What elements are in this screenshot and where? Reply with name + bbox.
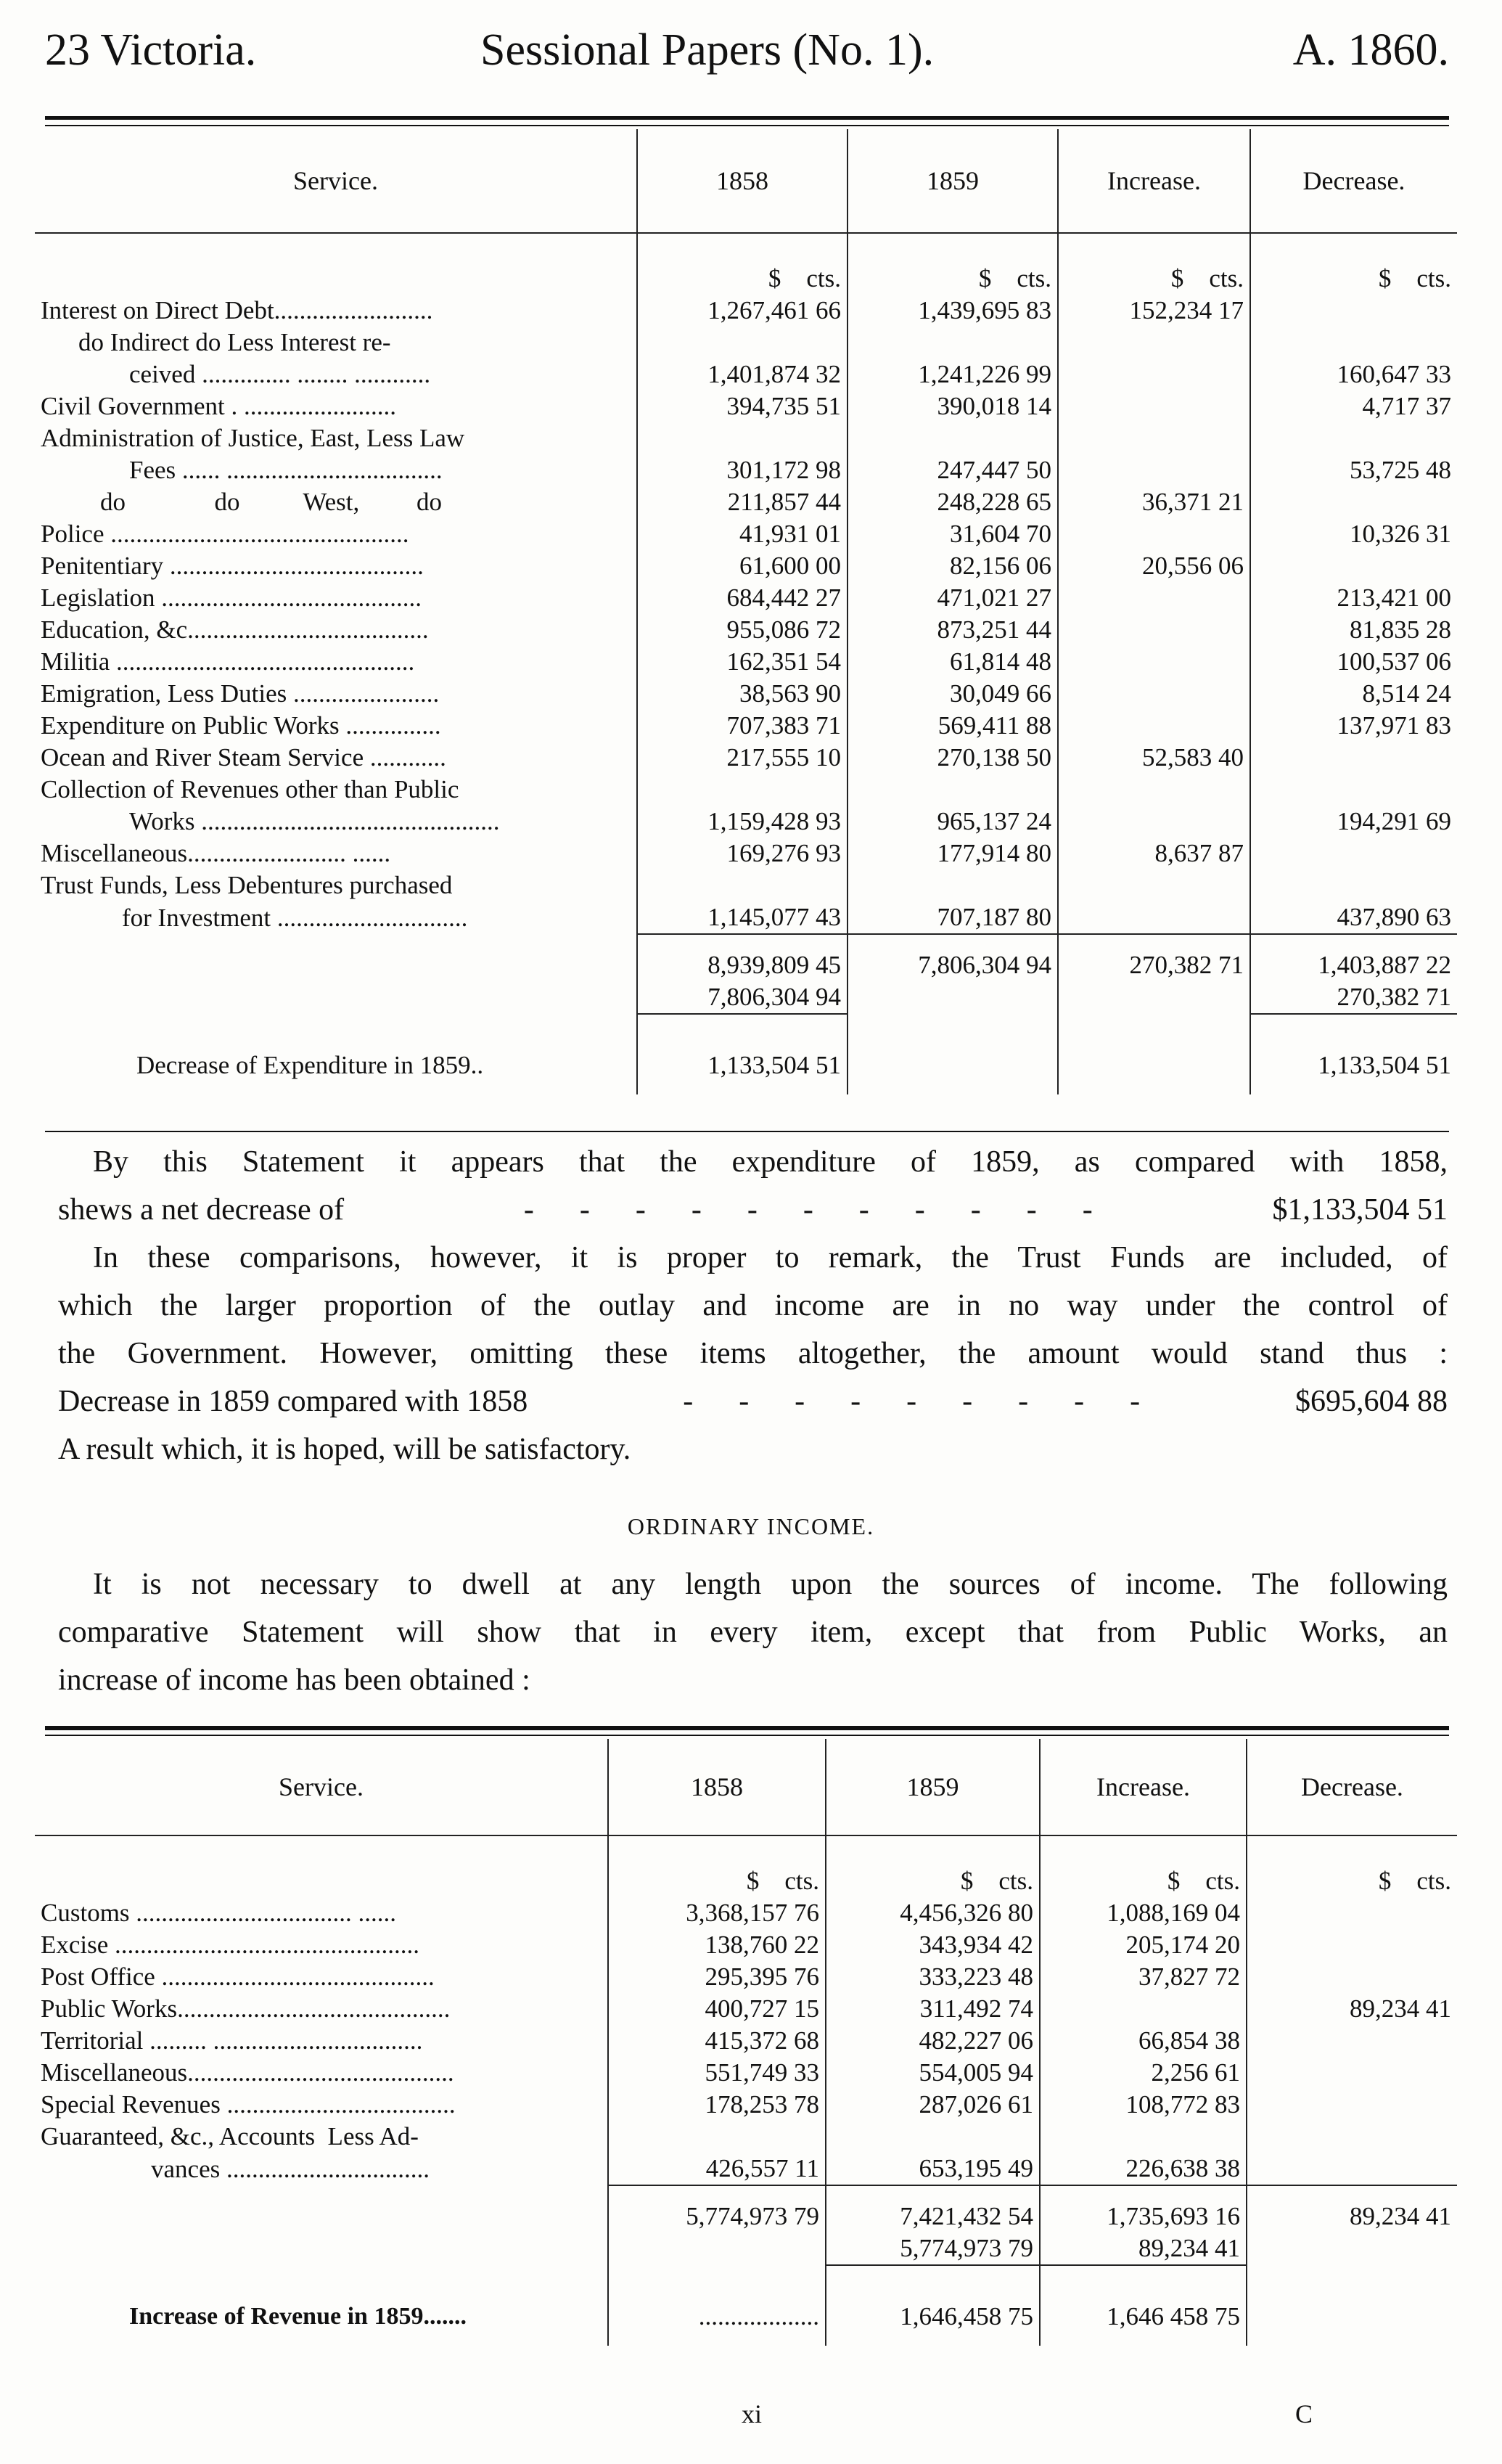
- table-row: Miscellaneous......................... ...... 169,276 93 177,914 80 8,637 87: [35, 838, 1457, 869]
- income-intro: [58, 1560, 1448, 1704]
- col-header-increase: Increase.: [1058, 129, 1250, 233]
- table-row: Post Office ........................................... 295,395 76 333,223 48 37,827 72: [35, 1961, 1457, 1993]
- table-row: Special Revenues .................................... 178,253 78 287,026 61 108,772 83: [35, 2089, 1457, 2121]
- table-row: Militia ............................................... 162,351 54 61,814 48 100,537 06: [35, 646, 1457, 678]
- signature-mark: C: [1295, 2399, 1313, 2428]
- body-paragraphs: [58, 1138, 1448, 1473]
- section-rule: [45, 1131, 1449, 1132]
- table-row: Guaranteed, &c., Accounts Less Ad-: [35, 2121, 1457, 2153]
- text-line: shews a net decrease of - - - - - - - - - - - $1,133,504 51: [58, 1193, 1448, 1227]
- col-header-decrease: Decrease.: [1247, 1739, 1457, 1835]
- col-header-service: Service.: [35, 1739, 608, 1835]
- table-row: Public Works........................................... 400,727 15 311,492 74 89,234 41: [35, 1993, 1457, 2025]
- expenditure-table: [35, 129, 1457, 1094]
- text-line: increase of income has been obtained :: [58, 1663, 530, 1697]
- table-row: Education, &c...................................... 955,086 72 873,251 44 81,835 28: [35, 614, 1457, 646]
- table-row: Administration of Justice, East, Less Law: [35, 422, 1457, 454]
- page-number: xi: [742, 2399, 763, 2428]
- table-row: Fees ...... .................................. 301,172 98 247,447 50 53,725 48: [35, 454, 1457, 486]
- header-year: A. 1860.: [1292, 25, 1449, 75]
- text-line: comparative Statement will show that in every item, except that from Public Works, an: [58, 1616, 1448, 1649]
- totals-row-2: 7,806,304 94 270,382 71: [35, 981, 1457, 1014]
- table-row: Legislation ......................................... 684,442 27 471,021 27 213,421 00: [35, 582, 1457, 614]
- col-header-1858: 1858: [608, 1739, 826, 1835]
- table-header-row: [35, 1739, 1457, 1835]
- text-line: A result which, it is hoped, will be satisfactory.: [58, 1433, 631, 1466]
- text-line: It is not necessary to dwell at any length upon the sources of income. The following: [93, 1568, 1448, 1601]
- text-line: Decrease in 1859 compared with 1858 - - - - - - - - - $695,604 88: [58, 1385, 1448, 1418]
- table-row: Trust Funds, Less Debentures purchased: [35, 869, 1457, 901]
- units-row: $ cts. $ cts. $ cts. $ cts.: [35, 233, 1457, 295]
- table-row: Collection of Revenues other than Public: [35, 774, 1457, 806]
- col-header-service: Service.: [35, 129, 637, 233]
- table-row: Ocean and River Steam Service ............ 217,555 10 270,138 50 52,583 40: [35, 742, 1457, 774]
- table-row: Penitentiary ........................................ 61,600 00 82,156 06 20,556 06: [35, 550, 1457, 582]
- header-rule-thin: [45, 125, 1449, 126]
- header-title: Sessional Papers (No. 1).: [480, 25, 935, 75]
- running-header: [45, 25, 1449, 90]
- table-row: Police ............................................... 41,931 01 31,604 70 10,326 31: [35, 518, 1457, 550]
- table-row: Works ............................................... 1,159,428 93 965,137 24 194,291 69: [35, 806, 1457, 838]
- table-row: Customs .................................. ...... 3,368,157 76 4,456,326 80 1,088,169 04: [35, 1897, 1457, 1929]
- text-line: the Government. However, omitting these items altogether, the amount would stand thus :: [58, 1337, 1448, 1370]
- table-row: Emigration, Less Duties ....................... 38,563 90 30,049 66 8,514 24: [35, 678, 1457, 710]
- units-row: $ cts. $ cts. $ cts. $ cts.: [35, 1835, 1457, 1897]
- table-header-row: [35, 129, 1457, 233]
- col-header-1859: 1859: [826, 1739, 1040, 1835]
- col-header-decrease: Decrease.: [1250, 129, 1457, 233]
- footer-row: Increase of Revenue in 1859....... ................... 1,646,458 75 1,646 458 75: [35, 2265, 1457, 2346]
- col-header-1858: 1858: [637, 129, 848, 233]
- text-line: In these comparisons, however, it is proper to remark, the Trust Funds are included, of: [93, 1241, 1448, 1274]
- table-row: ceived .............. ........ ............ 1,401,874 32 1,241,226 99 160,647 33: [35, 359, 1457, 390]
- text-line: By this Statement it appears that the expenditure of 1859, as compared with 1858,: [93, 1145, 1448, 1179]
- col-header-increase: Increase.: [1040, 1739, 1247, 1835]
- header-rule-thick: [45, 116, 1449, 120]
- table-row: Expenditure on Public Works ............... 707,383 71 569,411 88 137,971 83: [35, 710, 1457, 742]
- table-row: Interest on Direct Debt......................... 1,267,461 66 1,439,695 83 152,234 17: [35, 295, 1457, 327]
- section-heading: ORDINARY INCOME.: [627, 1513, 875, 1539]
- totals-row: 8,939,809 45 7,806,304 94 270,382 71 1,403,887 22: [35, 934, 1457, 981]
- table-row: Territorial ......... ................................. 415,372 68 482,227 06 66,854 38: [35, 2025, 1457, 2057]
- table-row: vances ................................ 426,557 11 653,195 49 226,638 38: [35, 2153, 1457, 2185]
- income-rule-thick: [45, 1726, 1449, 1730]
- table-row: for Investment .............................. 1,145,077 43 707,187 80 437,890 63: [35, 901, 1457, 934]
- table-row: do do West, do 211,857 44 248,228 65 36,371 21: [35, 486, 1457, 518]
- col-header-1859: 1859: [848, 129, 1058, 233]
- totals-row-2: 5,774,973 79 89,234 41: [35, 2232, 1457, 2265]
- totals-row: 5,774,973 79 7,421,432 54 1,735,693 16 89,234 41: [35, 2185, 1457, 2232]
- table-row: Excise ................................................ 138,760 22 343,934 42 205,174 20: [35, 1929, 1457, 1961]
- income-rule-thin: [45, 1735, 1449, 1736]
- header-volume: 23 Victoria.: [45, 25, 257, 75]
- table-row: Civil Government . ........................ 394,735 51 390,018 14 4,717 37: [35, 390, 1457, 422]
- footer-row: Decrease of Expenditure in 1859.. 1,133,504 51 1,133,504 51: [35, 1014, 1457, 1094]
- text-line: which the larger proportion of the outlay and income are in no way under the control of: [58, 1289, 1448, 1322]
- income-table: [35, 1739, 1457, 2346]
- table-row: do Indirect do Less Interest re-: [35, 327, 1457, 359]
- table-row: Miscellaneous.......................................... 551,749 33 554,005 94 2,256 61: [35, 2057, 1457, 2089]
